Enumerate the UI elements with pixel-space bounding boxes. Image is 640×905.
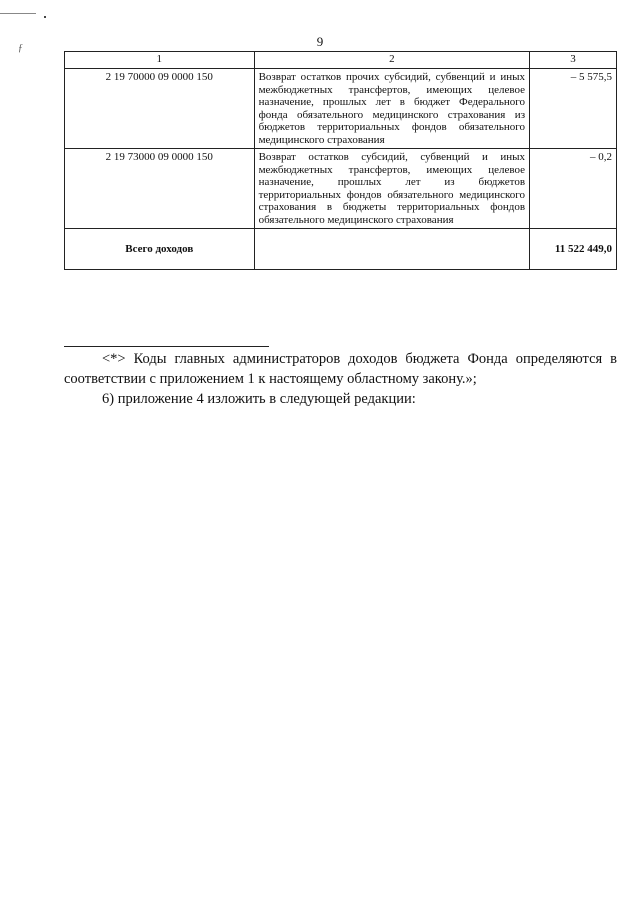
revenue-name: Возврат остатков субсидий, субвенций и иных межбюджетных трансфертов, имеющих целевое назначение, прошлых лет из бюджетов территориальных фондов обязательного медицинского страхования в бюджеты территориальных фондов обязательного медицинского страхования: [254, 149, 529, 229]
page-number: 9: [316, 34, 324, 49]
scan-speck: [44, 16, 46, 18]
table-header-row: [65, 52, 617, 69]
revenue-table: [64, 51, 617, 270]
footnote-text: <*> Коды главных администраторов доходов бюджета Фонда определяются в соответствии с приложением 1 к настоящему областному закону.»;: [64, 351, 617, 387]
scan-top-rule: [0, 13, 36, 14]
table-row: [65, 69, 617, 149]
total-label: Всего доходов: [65, 229, 255, 270]
column-header-3: 3: [530, 52, 617, 69]
total-row: [65, 229, 617, 270]
table-row: [65, 149, 617, 229]
footnote-divider: [64, 346, 269, 347]
revenue-code: 2 19 70000 09 0000 150: [65, 69, 255, 149]
scan-mark: ƒ: [18, 43, 23, 54]
amendment-paragraph: 6) приложение 4 изложить в следующей редакции:: [102, 391, 416, 407]
revenue-name: Возврат остатков прочих субсидий, субвенций и иных межбюджетных трансфертов, имеющих целевое назначение, прошлых лет в бюджет Федерального фонда обязательного медицинского страхования из бюджетов территориальных фондов обязательного медицинского страхования: [254, 69, 529, 149]
revenue-code: 2 19 73000 09 0000 150: [65, 149, 255, 229]
revenue-sum: – 0,2: [530, 149, 617, 229]
total-empty-cell: [254, 229, 529, 270]
total-sum: 11 522 449,0: [530, 229, 617, 270]
body-text: [64, 349, 617, 409]
revenue-sum: – 5 575,5: [530, 69, 617, 149]
column-header-2: 2: [254, 52, 529, 69]
column-header-1: 1: [65, 52, 255, 69]
